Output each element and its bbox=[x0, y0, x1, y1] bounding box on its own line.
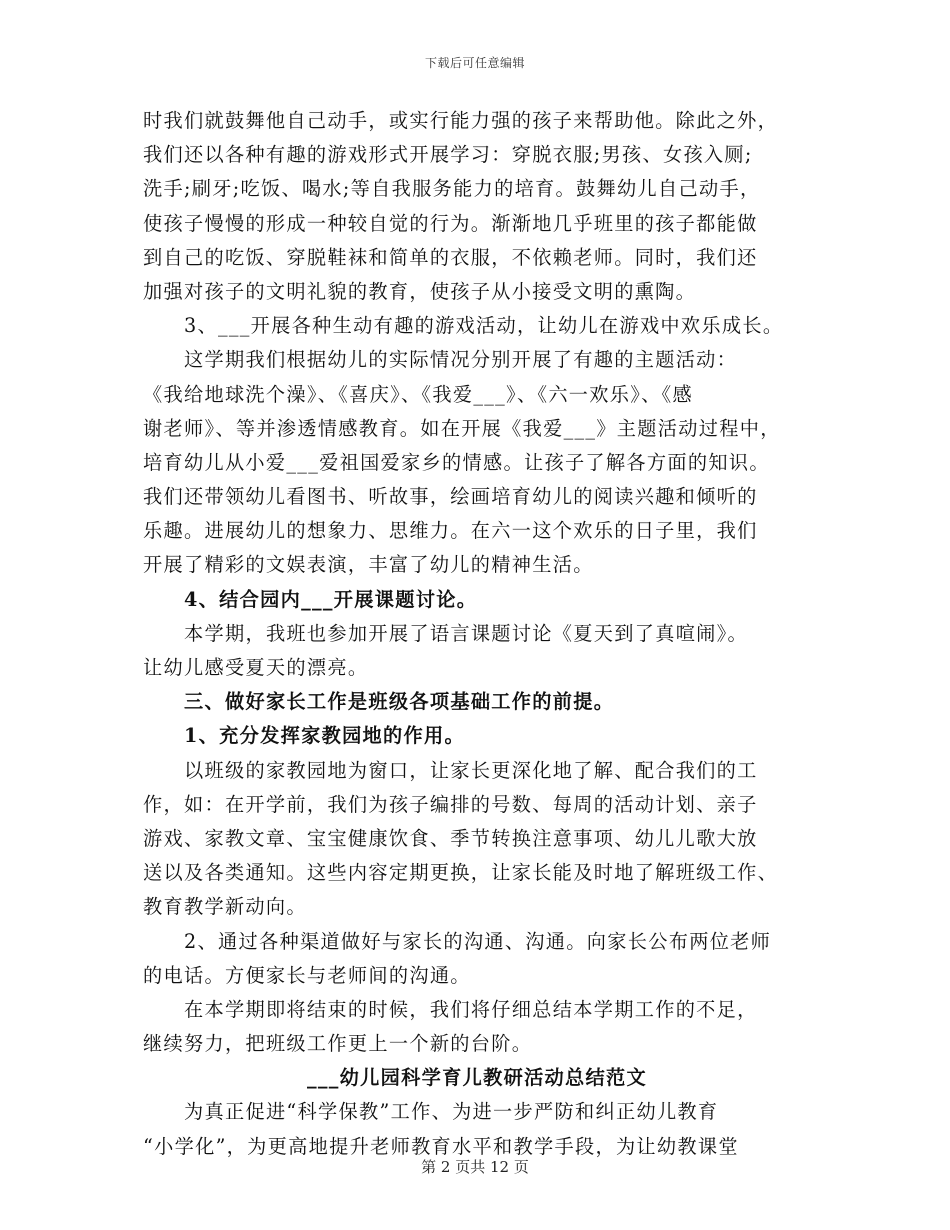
text-line: 教育教学新动向。 bbox=[143, 895, 307, 919]
text-line: 加强对孩子的文明礼貌的教育，使孩子从小接受文明的熏陶。 bbox=[143, 279, 697, 303]
section-title: ___幼儿园科学育儿教研活动总结范文 bbox=[307, 1066, 647, 1090]
page-header: 下载后可任意编辑 bbox=[424, 56, 525, 70]
text-line: 我们还以各种有趣的游戏形式开展学习：穿脱衣服;男孩、女孩入厕; bbox=[143, 143, 753, 167]
text-line: “小学化”，为更高地提升老师教育水平和教学手段，为让幼教课堂 bbox=[143, 1134, 739, 1158]
text-line: 1、充分发挥家教园地的作用。 bbox=[184, 724, 465, 748]
text-line: 游戏、家教文章、宝宝健康饮食、季节转换注意事项、幼儿儿歌大放 bbox=[143, 826, 758, 850]
text-line: 使孩子慢慢的形成一种较自觉的行为。渐渐地几乎班里的孩子都能做 bbox=[143, 211, 758, 235]
text-line: 洗手;刷牙;吃饭、喝水;等自我服务能力的培育。鼓舞幼儿自己动手， bbox=[143, 177, 761, 201]
text-line: 三、做好家长工作是班级各项基础工作的前提。 bbox=[184, 690, 615, 714]
text-line: 《我给地球洗个澡》、《喜庆》、《我爱___》、《六一欢乐》、《感 bbox=[143, 382, 694, 406]
text-line: 这学期我们根据幼儿的实际情况分别开展了有趣的主题活动： bbox=[184, 348, 738, 372]
text-line: 让幼儿感受夏天的漂亮。 bbox=[143, 656, 369, 679]
page-footer: 第 2 页共 12 页 bbox=[421, 1158, 529, 1176]
text-line: 在本学期即将结束的时候，我们将仔细总结本学期工作的不足， bbox=[184, 997, 758, 1021]
text-line: 本学期，我班也参加开展了语言课题讨论《夏天到了真喧闹》。 bbox=[184, 621, 749, 645]
text-line: 送以及各类通知。这些内容定期更换，让家长能及时地了解班级工作、 bbox=[143, 861, 779, 885]
text-line: 3、___开展各种生动有趣的游戏活动，让幼儿在游戏中欢乐成长。 bbox=[184, 314, 784, 338]
text-line: 以班级的家教园地为窗口，让家长更深化地了解、配合我们的工 bbox=[184, 758, 758, 782]
text-line: 乐趣。进展幼儿的想象力、思维力。在六一这个欢乐的日子里，我们 bbox=[143, 519, 758, 543]
text-line: 开展了精彩的文娱表演，丰富了幼儿的精神生活。 bbox=[143, 553, 594, 577]
text-line: 继续努力，把班级工作更上一个新的台阶。 bbox=[143, 1032, 533, 1056]
text-line: 为真正促进“科学保教”工作、为进一步严防和纠正幼儿教育 bbox=[184, 1100, 719, 1124]
text-line: 到自己的吃饭、穿脱鞋袜和简单的衣服，不依赖老师。同时，我们还 bbox=[143, 245, 758, 269]
document-body bbox=[143, 104, 811, 1164]
text-line: 4、结合园内___开展课题讨论。 bbox=[184, 587, 478, 611]
text-line: 时我们就鼓舞他自己动手，或实行能力强的孩子来帮助他。除此之外， bbox=[143, 109, 779, 132]
text-line: 谢老师》、等并渗透情感教育。如在开展《我爱___》主题活动过程中， bbox=[143, 416, 781, 440]
text-line: 作，如：在开学前，我们为孩子编排的号数、每周的活动计划、亲子 bbox=[143, 792, 758, 816]
text-line: 的电话。方便家长与老师间的沟通。 bbox=[143, 963, 471, 987]
text-line: 2、通过各种渠道做好与家长的沟通、沟通。向家长公布两位老师 bbox=[184, 929, 772, 953]
text-line: 我们还带领幼儿看图书、听故事，绘画培育幼儿的阅读兴趣和倾听的 bbox=[143, 485, 758, 509]
text-line: 培育幼儿从小爱___爱祖国爱家乡的情感。让孩子了解各方面的知识。 bbox=[143, 450, 770, 474]
